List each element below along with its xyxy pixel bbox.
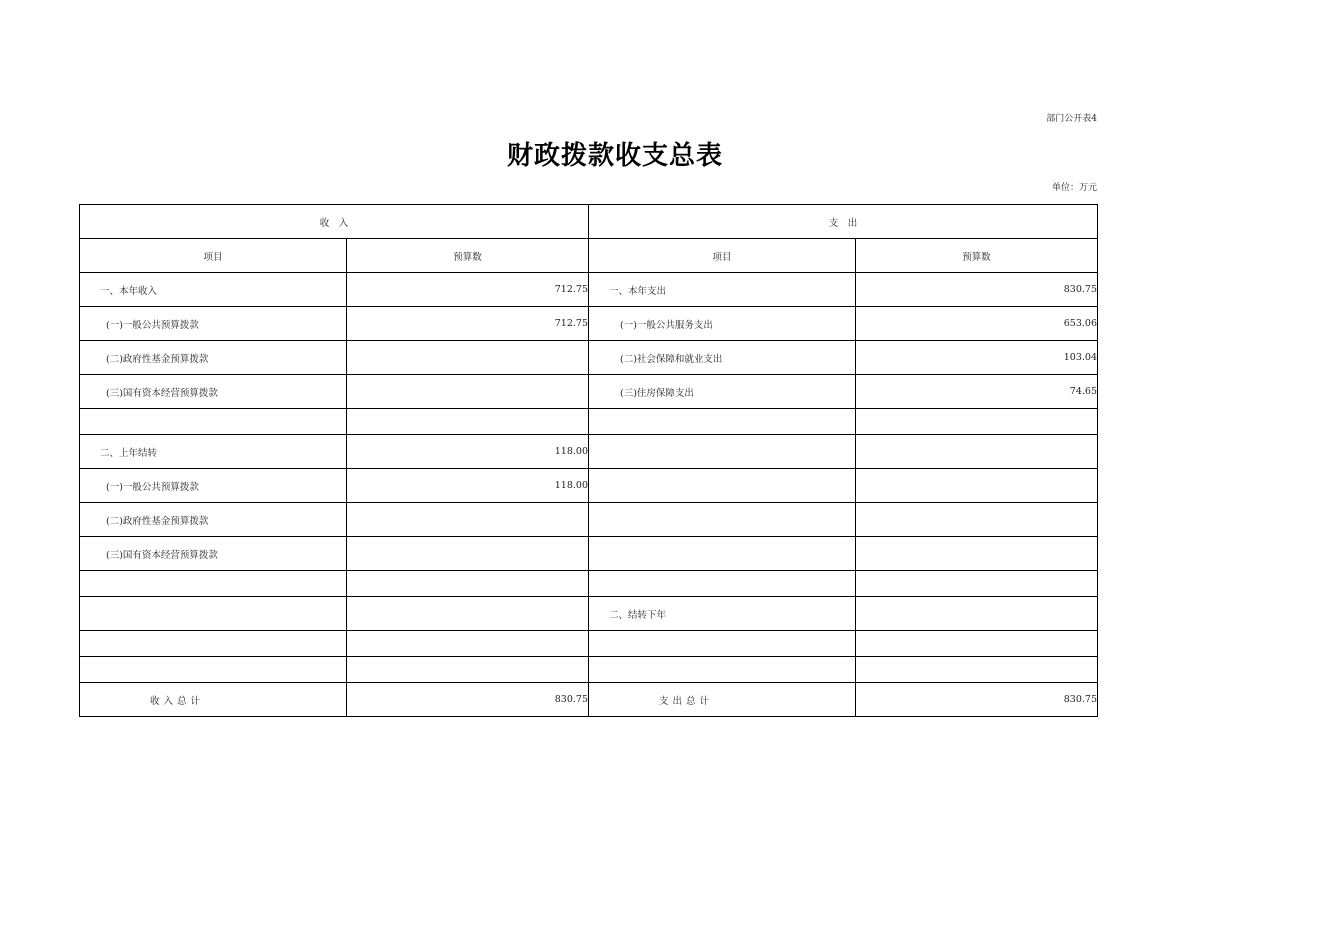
- expense-budget-cell: 103.04: [856, 341, 1098, 375]
- table-row: [80, 469, 1098, 503]
- form-number: 部门公开表4: [1046, 114, 1097, 124]
- expense-item-cell: (三)住房保障支出: [589, 375, 856, 409]
- income-item-cell: 一、本年收入: [80, 273, 347, 307]
- section-header-row: [80, 205, 1098, 239]
- table-row: [80, 375, 1098, 409]
- income-header: 收 入: [80, 205, 589, 239]
- table-row: [80, 631, 1098, 657]
- table-row: [80, 503, 1098, 537]
- expense-item-cell: [589, 571, 856, 597]
- expense-budget-cell: [856, 657, 1098, 683]
- income-item-cell: [80, 409, 347, 435]
- page-title: 财政拨款收支总表: [506, 141, 723, 171]
- expense-budget-cell: [856, 571, 1098, 597]
- expense-item-cell: [589, 631, 856, 657]
- table-row: [80, 307, 1098, 341]
- expense-budget-cell: [856, 537, 1098, 571]
- table-row: [80, 435, 1098, 469]
- total-row: [80, 683, 1098, 717]
- expense-budget-cell: [856, 409, 1098, 435]
- income-item-cell: (二)政府性基金预算拨款: [80, 503, 347, 537]
- income-budget-cell: [347, 597, 589, 631]
- expense-item-cell: [589, 537, 856, 571]
- expense-item-cell: 支出总计: [589, 683, 856, 717]
- income-budget-cell: [347, 631, 589, 657]
- expense-item-cell: [589, 503, 856, 537]
- income-item-cell: (三)国有资本经营预算拨款: [80, 375, 347, 409]
- income-budget-cell: [347, 503, 589, 537]
- unit-label: 单位：万元: [1051, 183, 1097, 193]
- income-budget-cell: [347, 537, 589, 571]
- income-budget-cell: [347, 657, 589, 683]
- income-item-cell: (二)政府性基金预算拨款: [80, 341, 347, 375]
- table-row: [80, 537, 1098, 571]
- table-row: [80, 409, 1098, 435]
- expense-budget-cell: 74.65: [856, 375, 1098, 409]
- income-item-cell: (一)一般公共预算拨款: [80, 469, 347, 503]
- expense-item-cell: (二)社会保障和就业支出: [589, 341, 856, 375]
- expense-item-cell: [589, 657, 856, 683]
- income-budget-cell: [347, 375, 589, 409]
- income-item-cell: (三)国有资本经营预算拨款: [80, 537, 347, 571]
- budget-table: [79, 204, 1098, 717]
- table-row: [80, 571, 1098, 597]
- income-item-cell: [80, 571, 347, 597]
- income-item-cell: (一)一般公共预算拨款: [80, 307, 347, 341]
- income-item-cell: [80, 597, 347, 631]
- income-budget-cell: [347, 341, 589, 375]
- income-budget-header: 预算数: [347, 239, 589, 273]
- expense-item-header: 项目: [589, 239, 856, 273]
- expense-budget-cell: [856, 631, 1098, 657]
- expense-item-cell: [589, 469, 856, 503]
- income-budget-cell: 712.75: [347, 307, 589, 341]
- income-budget-cell: [347, 571, 589, 597]
- expense-budget-cell: [856, 469, 1098, 503]
- table-row: [80, 273, 1098, 307]
- income-item-cell: 收入总计: [80, 683, 347, 717]
- expense-budget-cell: 830.75: [856, 273, 1098, 307]
- income-item-cell: [80, 657, 347, 683]
- expense-header: 支 出: [589, 205, 1098, 239]
- income-item-header: 项目: [80, 239, 347, 273]
- expense-item-cell: [589, 409, 856, 435]
- expense-item-cell: 一、本年支出: [589, 273, 856, 307]
- expense-item-cell: [589, 435, 856, 469]
- income-budget-cell: [347, 409, 589, 435]
- expense-item-cell: 二、结转下年: [589, 597, 856, 631]
- table-row: [80, 597, 1098, 631]
- table-row: [80, 341, 1098, 375]
- income-budget-cell: 712.75: [347, 273, 589, 307]
- expense-budget-cell: 830.75: [856, 683, 1098, 717]
- expense-budget-cell: [856, 435, 1098, 469]
- table-row: [80, 657, 1098, 683]
- expense-budget-cell: 653.06: [856, 307, 1098, 341]
- expense-budget-cell: [856, 597, 1098, 631]
- expense-budget-cell: [856, 503, 1098, 537]
- income-item-cell: 二、上年结转: [80, 435, 347, 469]
- income-item-cell: [80, 631, 347, 657]
- income-budget-cell: 118.00: [347, 435, 589, 469]
- income-budget-cell: 830.75: [347, 683, 589, 717]
- expense-item-cell: (一)一般公共服务支出: [589, 307, 856, 341]
- column-header-row: [80, 239, 1098, 273]
- expense-budget-header: 预算数: [856, 239, 1098, 273]
- income-budget-cell: 118.00: [347, 469, 589, 503]
